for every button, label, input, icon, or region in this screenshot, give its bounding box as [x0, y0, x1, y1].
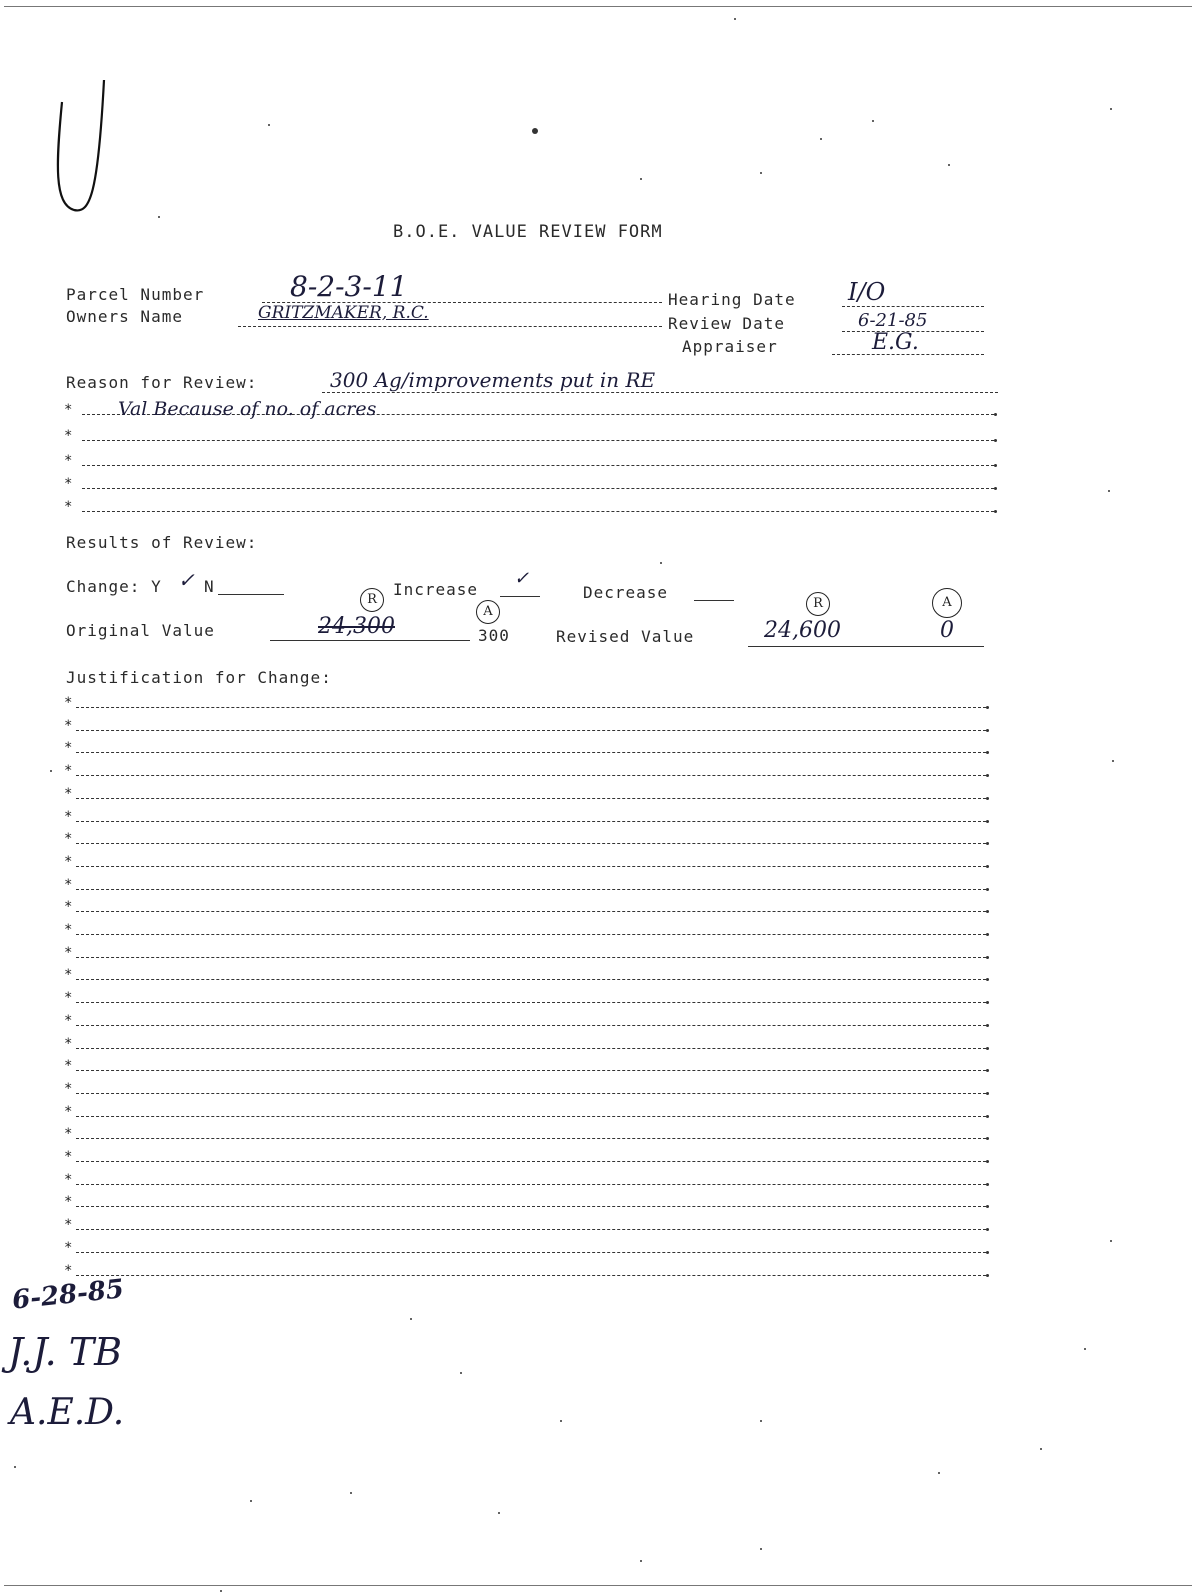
justification-row-22-end-dot — [986, 1183, 989, 1186]
justification-row-7-asterisk: * — [64, 831, 73, 848]
revised-value-r: 24,600 — [764, 618, 841, 643]
annotation-date: 6-28-85 — [10, 1274, 126, 1316]
reason-row-4-line — [82, 488, 994, 489]
justification-row-22-asterisk: * — [64, 1171, 73, 1188]
justification-row-26-asterisk: * — [64, 1262, 73, 1279]
justification-row-19-asterisk: * — [64, 1103, 73, 1120]
justification-row-18-line — [76, 1093, 986, 1094]
justification-row-19-line — [76, 1116, 986, 1117]
reason-row-5-asterisk: * — [64, 499, 73, 515]
reason-row-3-line — [82, 465, 994, 466]
change-n-line — [218, 594, 284, 595]
reason-line-0 — [322, 392, 998, 393]
justification-row-6-asterisk: * — [64, 808, 73, 825]
owners-name-label: Owners Name — [66, 307, 183, 326]
justification-row-1-asterisk: * — [64, 695, 73, 711]
scan-speck — [498, 1512, 500, 1514]
justification-row-5-asterisk: * — [64, 785, 73, 802]
justification-row-9-asterisk: * — [64, 876, 73, 893]
justification-row-12-end-dot — [986, 956, 989, 959]
justification-row-17-line — [76, 1070, 986, 1071]
annotation-initials-2: A.E.D. — [10, 1392, 125, 1433]
justification-row-19-end-dot — [986, 1115, 989, 1118]
reason-row-4-end-dot — [994, 487, 997, 490]
scan-speck — [158, 216, 160, 218]
justification-row-9-end-dot — [986, 888, 989, 891]
justification-row-21-end-dot — [986, 1160, 989, 1163]
reason-row-5-end-dot — [994, 510, 997, 513]
page-border — [4, 6, 1192, 1586]
reason-row-1-asterisk: * — [64, 402, 73, 418]
scan-speck — [1040, 1448, 1042, 1450]
justification-row-13-line — [76, 979, 986, 980]
justification-row-18-end-dot — [986, 1092, 989, 1095]
justification-row-13-asterisk: * — [64, 967, 73, 984]
justification-row-16-asterisk: * — [64, 1035, 73, 1052]
justification-row-6-end-dot — [986, 820, 989, 823]
scan-speck — [734, 18, 736, 20]
justification-row-21-asterisk: * — [64, 1149, 73, 1165]
justification-row-16-line — [76, 1048, 986, 1049]
reason-label: Reason for Review: — [66, 373, 258, 392]
parcel-number-label: Parcel Number — [66, 285, 205, 304]
justification-row-16-end-dot — [986, 1047, 989, 1050]
justification-row-15-asterisk: * — [64, 1012, 73, 1029]
justification-row-26-line — [76, 1275, 986, 1276]
justification-row-20-line — [76, 1138, 986, 1139]
justification-row-4-line — [76, 775, 986, 776]
scan-speck — [760, 1420, 762, 1422]
justification-row-22-line — [76, 1184, 986, 1185]
increase-mark: ✓ — [514, 568, 530, 589]
results-label: Results of Review: — [66, 533, 258, 552]
justification-row-8-asterisk: * — [64, 853, 73, 870]
justification-row-8-end-dot — [986, 865, 989, 868]
scan-speck — [532, 128, 538, 134]
change-mark: ✓ — [178, 568, 195, 592]
justification-row-23-asterisk: * — [64, 1194, 73, 1211]
original-value-label: Original Value — [66, 621, 215, 640]
scan-speck — [1112, 760, 1114, 762]
circle-a-mark-1: A — [476, 600, 500, 624]
scan-speck — [350, 1492, 352, 1494]
justification-row-2-end-dot — [986, 729, 989, 732]
justification-row-15-end-dot — [986, 1024, 989, 1027]
justification-row-20-asterisk: * — [64, 1126, 73, 1143]
revised-value-a: 0 — [940, 618, 954, 643]
scan-speck — [872, 120, 874, 122]
increase-line — [500, 596, 540, 597]
scan-speck — [14, 1466, 16, 1468]
justification-row-24-asterisk: * — [64, 1217, 73, 1234]
scan-speck — [268, 124, 270, 126]
justification-row-11-line — [76, 934, 986, 935]
annotation-initials-1: J.J. TB — [8, 1330, 123, 1374]
reason-row-2-asterisk: * — [64, 428, 73, 444]
justification-row-3-asterisk: * — [64, 740, 73, 757]
review-date-label: Review Date — [668, 314, 785, 333]
scan-speck — [1110, 108, 1112, 110]
reason-row-5-line — [82, 511, 994, 512]
justification-row-15-line — [76, 1025, 986, 1026]
justification-row-18-asterisk: * — [64, 1080, 73, 1097]
circle-a-mark-2: A — [932, 588, 962, 618]
justification-row-2-asterisk: * — [64, 717, 73, 734]
change-n-label: N — [204, 577, 215, 596]
increase-label: Increase — [393, 580, 479, 599]
scan-speck — [760, 172, 762, 174]
reason-row-2-end-dot — [994, 439, 997, 442]
scan-speck — [1108, 490, 1110, 492]
scan-speck — [820, 138, 822, 140]
scan-speck — [640, 1560, 642, 1562]
justification-row-21-line — [76, 1161, 986, 1162]
justification-row-5-line — [76, 798, 986, 799]
revised-value-line — [748, 646, 984, 647]
reason-row-3-end-dot — [994, 464, 997, 467]
justification-row-7-line — [76, 843, 986, 844]
decrease-label: Decrease — [583, 583, 669, 602]
appraiser-value: E.G. — [872, 330, 919, 355]
justification-row-25-end-dot — [986, 1251, 989, 1254]
decrease-line — [694, 600, 734, 601]
form-title: B.O.E. VALUE REVIEW FORM — [393, 222, 663, 242]
owners-name-value: GRITZMAKER, R.C. — [258, 303, 429, 323]
justification-row-1-line — [76, 707, 986, 708]
scan-speck — [50, 770, 52, 772]
appraiser-label: Appraiser — [682, 337, 778, 356]
circle-r-mark-2: R — [806, 592, 830, 616]
reason-row-3-asterisk: * — [64, 453, 73, 469]
justification-row-6-line — [76, 821, 986, 822]
justification-row-14-asterisk: * — [64, 990, 73, 1007]
justification-label: Justification for Change: — [66, 668, 332, 687]
justification-row-12-line — [76, 957, 986, 958]
change-label: Change: Y — [66, 577, 162, 596]
reason-value-2: Val Because of no. of acres — [118, 398, 377, 420]
reason-value-1: 300 Ag/improvements put in RE — [330, 368, 656, 392]
justification-row-25-asterisk: * — [64, 1239, 73, 1256]
justification-row-5-end-dot — [986, 797, 989, 800]
margin-u-mark — [52, 74, 112, 219]
original-value-a: 300 — [478, 626, 510, 645]
justification-row-17-asterisk: * — [64, 1058, 73, 1075]
scan-speck — [948, 164, 950, 166]
justification-row-2-line — [76, 730, 986, 731]
scan-speck — [250, 1500, 252, 1502]
justification-row-10-asterisk: * — [64, 899, 73, 916]
justification-row-3-line — [76, 752, 986, 753]
original-value-r: 24,300 — [318, 614, 395, 639]
scan-speck — [1110, 1240, 1112, 1242]
hearing-date-line — [842, 306, 984, 307]
scan-speck — [640, 178, 642, 180]
reason-row-2-line — [82, 440, 994, 441]
justification-row-11-end-dot — [986, 933, 989, 936]
scan-speck — [660, 562, 662, 564]
justification-row-4-asterisk: * — [64, 763, 73, 780]
scan-speck — [760, 1548, 762, 1550]
circle-r-mark-1: R — [360, 588, 384, 612]
justification-row-9-line — [76, 889, 986, 890]
justification-row-14-line — [76, 1002, 986, 1003]
hearing-date-value: I/O — [848, 278, 886, 306]
justification-row-25-line — [76, 1252, 986, 1253]
scan-speck — [460, 1372, 462, 1374]
review-date-value: 6-21-85 — [858, 310, 928, 331]
reason-row-4-asterisk: * — [64, 476, 73, 492]
owners-name-line — [238, 326, 662, 327]
revised-value-label: Revised Value — [556, 627, 695, 646]
parcel-number-value: 8-2-3-11 — [290, 270, 408, 303]
scan-speck — [938, 1472, 940, 1474]
reason-row-1-end-dot — [994, 413, 997, 416]
justification-row-11-asterisk: * — [64, 922, 73, 938]
hearing-date-label: Hearing Date — [668, 290, 796, 309]
scan-speck — [1084, 1348, 1086, 1350]
justification-row-24-line — [76, 1229, 986, 1230]
justification-row-8-line — [76, 866, 986, 867]
justification-row-12-asterisk: * — [64, 944, 73, 961]
scan-speck — [560, 1420, 562, 1422]
justification-row-23-line — [76, 1206, 986, 1207]
justification-row-26-end-dot — [986, 1274, 989, 1277]
justification-row-10-line — [76, 911, 986, 912]
scan-speck — [410, 1318, 412, 1320]
original-value-line — [270, 640, 470, 641]
justification-row-1-end-dot — [986, 706, 989, 709]
